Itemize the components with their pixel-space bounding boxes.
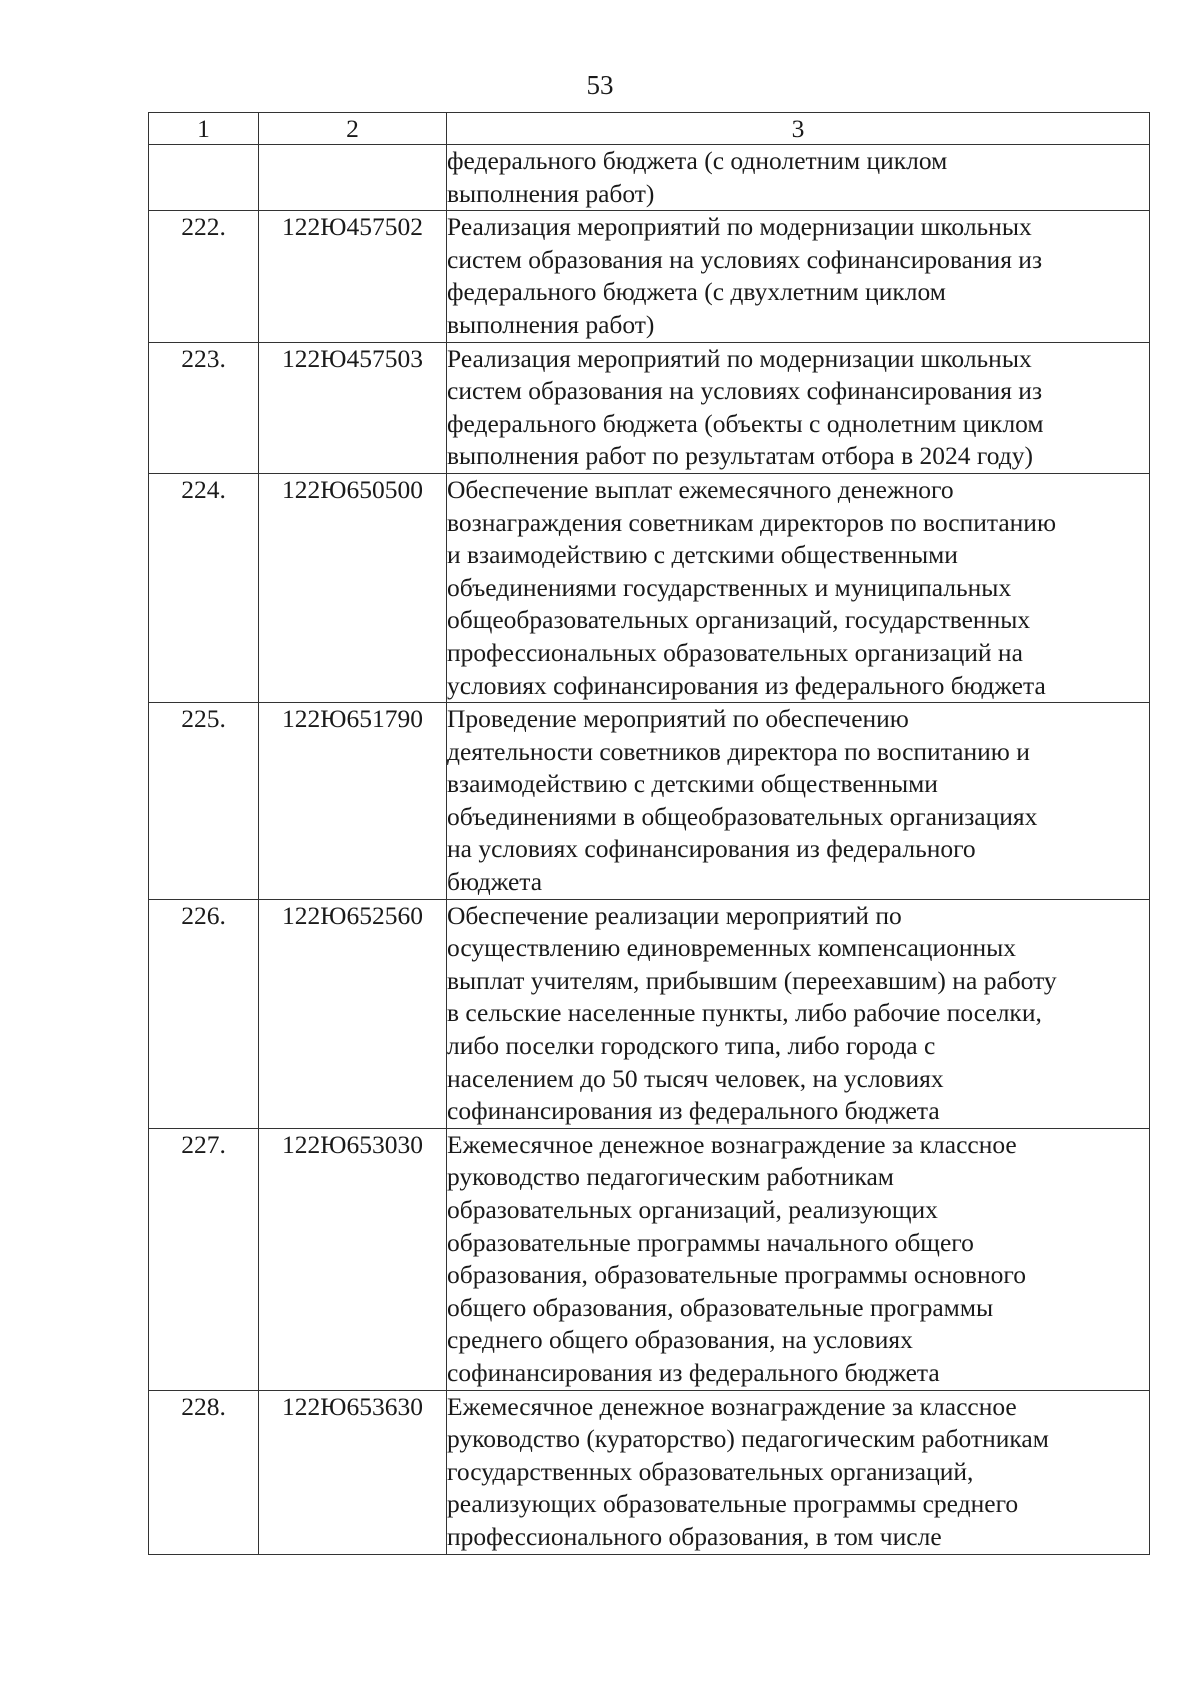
table-row [149,899,1150,1128]
column-header-3: 3 [447,113,1150,145]
row-number [149,145,259,211]
row-code: 122Ю651790 [259,703,447,900]
row-code: 122Ю652560 [259,899,447,1128]
budget-code-table [148,112,1150,1555]
row-number: 224. [149,473,259,702]
row-number: 227. [149,1128,259,1390]
column-header-1: 1 [149,113,259,145]
table-row [149,145,1150,211]
row-number: 225. [149,703,259,900]
row-code: 122Ю650500 [259,473,447,702]
row-code: 122Ю457503 [259,342,447,473]
table-row [149,342,1150,473]
row-code: 122Ю653630 [259,1390,447,1554]
row-description: федерального бюджета (с однолетним циклом выполнения работ) [447,145,1150,211]
table-header-row [149,113,1150,145]
row-description: Обеспечение выплат ежемесячного денежного вознаграждения советникам директоров по воспитанию и взаимодействию с детскими общественными объединениями государственных и муниципальных общеобразовательных организаций, государственных профессиональных образовательных организаций на условиях софинансирования из федерального бюджета [447,473,1150,702]
table-row [149,1128,1150,1390]
column-header-2: 2 [259,113,447,145]
row-number: 226. [149,899,259,1128]
row-description: Ежемесячное денежное вознаграждение за классное руководство (кураторство) педагогическим работникам государственных образовательных организаций, реализующих образовательные программы среднего профессионального образования, в том числе [447,1390,1150,1554]
row-description: Реализация мероприятий по модернизации школьных систем образования на условиях софинансирования из федерального бюджета (с двухлетним циклом выполнения работ) [447,211,1150,342]
row-number: 222. [149,211,259,342]
table-row [149,703,1150,900]
row-number: 223. [149,342,259,473]
row-description: Ежемесячное денежное вознаграждение за классное руководство педагогическим работникам образовательных организаций, реализующих образовательные программы начального общего образования, образовательные программы основного общего образования, образовательные программы среднего общего образования, на условиях софинансирования из федерального бюджета [447,1128,1150,1390]
row-code: 122Ю653030 [259,1128,447,1390]
row-description: Реализация мероприятий по модернизации школьных систем образования на условиях софинансирования из федерального бюджета (объекты с однолетним циклом выполнения работ по результатам отбора в 2024 году) [447,342,1150,473]
table-row [149,473,1150,702]
row-code: 122Ю457502 [259,211,447,342]
page-number: 53 [586,70,614,100]
row-number: 228. [149,1390,259,1554]
row-code [259,145,447,211]
row-description: Обеспечение реализации мероприятий по осуществлению единовременных компенсационных выплат учителям, прибывшим (переехавшим) на работу в сельские населенные пункты, либо рабочие поселки, либо поселки городского типа, либо города с населением до 50 тысяч человек, на условиях софинансирования из федерального бюджета [447,899,1150,1128]
table-row [149,1390,1150,1554]
row-description: Проведение мероприятий по обеспечению деятельности советников директора по воспитанию и взаимодействию с детскими общественными объединениями в общеобразовательных организациях на условиях софинансирования из федерального бюджета [447,703,1150,900]
table-row [149,211,1150,342]
